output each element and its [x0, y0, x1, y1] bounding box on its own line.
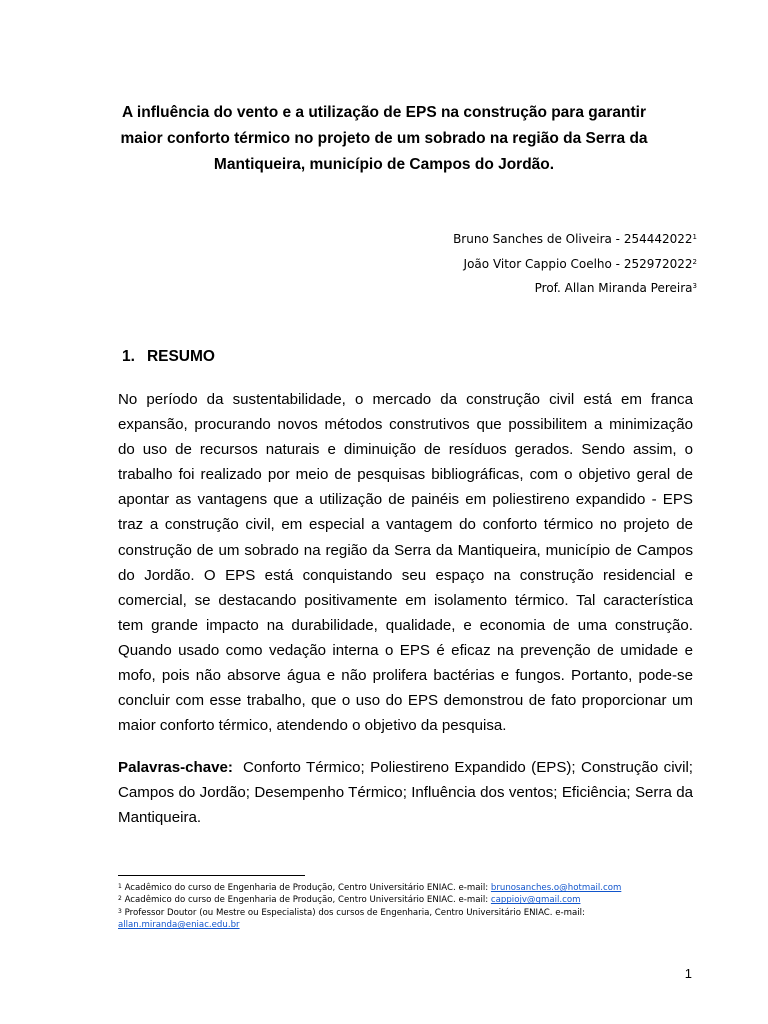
footnote: $^1$ Acadêmico do curso de Engenharia de Produção, Centro Universitário ENIAC. e-mail: brunosanches.o@hotmail.com [118, 883, 622, 893]
keywords-label: Palavras-chave: [118, 759, 233, 776]
author-list [453, 227, 697, 301]
email-link[interactable]: allan.miranda@eniac.edu.br [118, 920, 240, 931]
author-line: Bruno Sanches de Oliveira - 254442022$^1$ [453, 232, 697, 246]
section-title: RESUMO [146, 348, 215, 365]
author-line: João Vitor Cappio Coelho - 252972022$^2$ [463, 256, 697, 271]
footnote-mark: 3 [692, 282, 697, 290]
footnote: $^2$ Acadêmico do curso de Engenharia de Produção, Centro Universitário ENIAC. e-mail: cappiojv@gmail.com [118, 895, 581, 906]
footnote-mark: 1 [692, 233, 697, 241]
footnote-mark: 2 [692, 257, 697, 266]
footnotes [118, 882, 698, 932]
footnote-divider [118, 875, 305, 876]
section-number: 1. [122, 348, 135, 365]
page-number: 1 [684, 966, 692, 981]
section-heading [122, 348, 215, 366]
keywords-text: Conforto Térmico; Poliestireno Expandido (EPS); Construção civil; Campos do Jordão; Desempenho Térmico; Influência dos ventos; Eficiência; Serra da Mantiqueira. [118, 759, 693, 827]
footnote: $^3$ Professor Doutor (ou Mestre ou Especialista) dos cursos de Engenharia, Centro Universitário ENIAC. e-mail: allan.miranda@eniac.edu.br [118, 907, 585, 931]
email-link[interactable]: cappiojv@gmail.com [490, 895, 581, 906]
abstract-paragraph: No período da sustentabilidade, o mercado da construção civil está em franca expansão, procurando novos métodos construtivos que possibilitem a minimização do uso de recursos naturais e diminuição de resíduos gerados. Sendo assim, o trabalho foi realizado por meio de pesquisas bibliográficas, com o objetivo geral de apontar as vantagens que a utilização de painéis em poliestireno expandido - EPS traz a construção civil, em especial a vantagem do conforto térmico no projeto de construção de um sobrado na região da Serra da Mantiqueira, município de Campos do Jordão. O EPS está conquistando seu espaço na construção residencial e comercial, se destacando positivamente em isolamento térmico. Tal característica tem grande impacto na durabilidade, qualidade, e economia de uma construção. Quando usado como vedação interna o EPS é eficaz na prevenção de umidade e mofo, pois não absorve água e não prolifera bactérias e fungos. Portanto, pode-se concluir com esse trabalho, que o uso do EPS demonstrou de fato proporcionar um maior conforto térmico, atendendo o objetivo da pesquisa. [118, 391, 693, 735]
keywords-paragraph [118, 755, 693, 830]
email-link[interactable]: brunosanches.o@hotmail.com [490, 883, 622, 893]
author-line: Prof. Allan Miranda Pereira$^3$ [534, 281, 697, 295]
paper-title: A influência do vento e a utilização de EPS na construção para garantir maior conforto térmico no projeto de um sobrado na região da Serra da Mantiqueira, município de Campos do Jordão. [120, 104, 648, 173]
